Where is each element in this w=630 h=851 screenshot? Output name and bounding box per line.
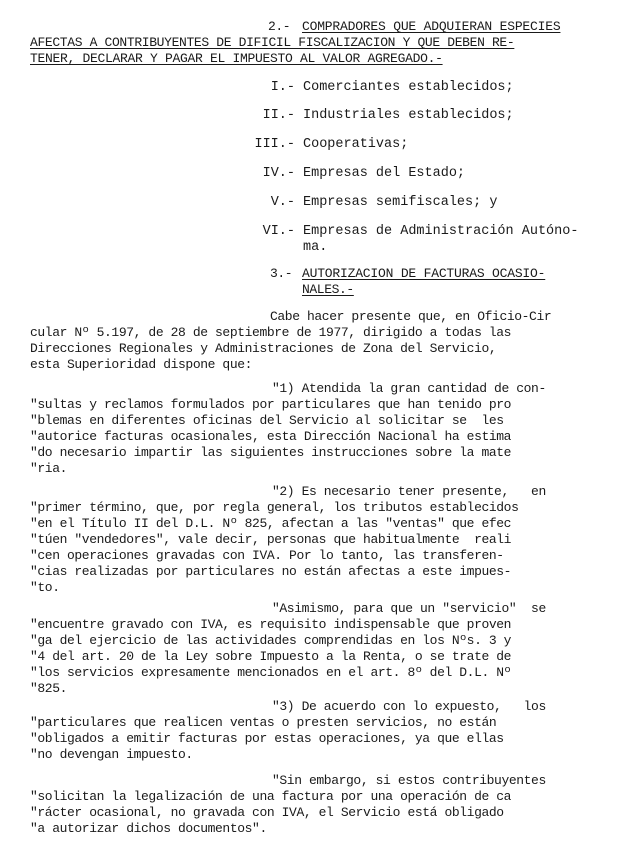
list-number: III.- bbox=[254, 137, 295, 152]
paragraph-1-line: "ria. bbox=[30, 461, 68, 476]
paragraph-2-line: "primer término, que, por regla general, los tributos establecidos bbox=[30, 500, 519, 515]
paragraph-1-line: "autorice facturas ocasionales, esta Dirección Nacional ha estima bbox=[30, 429, 512, 444]
section-3-number: 3.- bbox=[270, 266, 293, 281]
paragraph-5-line: "a autorizar dichos documentos". bbox=[30, 821, 267, 836]
paragraph-2-line: "cias realizadas por particulares no están afectas a este impues- bbox=[30, 564, 512, 579]
paragraph-1-line: "blemas en diferentes oficinas del Servicio al solicitar se les bbox=[30, 413, 504, 428]
intro-line: Direcciones Regionales y Administraciones de Zona del Servicio, bbox=[30, 341, 497, 356]
paragraph-5-line: "rácter ocasional, no gravada con IVA, el Servicio está obligado bbox=[30, 805, 504, 820]
paragraph-2-line: "en el Título II del D.L. Nº 825, afectan a las "ventas" que efec bbox=[30, 516, 512, 531]
section-2-number: 2.- bbox=[268, 19, 291, 34]
paragraph-2-line: "to. bbox=[30, 580, 60, 595]
list-item-text-continued: ma. bbox=[303, 240, 328, 255]
list-number: V.- bbox=[270, 195, 295, 210]
paragraph-4-line: "obligados a emitir facturas por estas operaciones, ya que ellas bbox=[30, 731, 504, 746]
paragraph-3-line: "4 del art. 20 de la Ley sobre Impuesto a la Renta, o se trate de bbox=[30, 649, 512, 664]
paragraph-2-line: "cen operaciones gravadas con IVA. Por lo tanto, las transferen- bbox=[30, 548, 504, 563]
section-3-title-line-2: NALES.- bbox=[302, 282, 354, 297]
list-number: IV.- bbox=[262, 166, 295, 181]
section-2-title-line-3: TENER, DECLARAR Y PAGAR EL IMPUESTO AL VALOR AGREGADO.- bbox=[30, 51, 443, 66]
list-item-text: Comerciantes establecidos; bbox=[303, 80, 514, 95]
intro-line: esta Superioridad dispone que: bbox=[30, 357, 253, 372]
paragraph-1-line: "sultas y reclamos formulados por particulares que han tenido pro bbox=[30, 397, 512, 412]
paragraph-4-line: "particulares que realicen ventas o presten servicios, no están bbox=[30, 715, 497, 730]
list-item-text: Cooperativas; bbox=[303, 137, 409, 152]
list-item-text: Empresas del Estado; bbox=[303, 166, 466, 181]
paragraph-4-line: "3) De acuerdo con lo expuesto, los bbox=[272, 699, 546, 714]
section-2-title-line-2: AFECTAS A CONTRIBUYENTES DE DIFICIL FISCALIZACION Y QUE DEBEN RE- bbox=[30, 35, 515, 50]
list-item-text: Empresas semifiscales; y bbox=[303, 195, 498, 210]
paragraph-5-line: "Sin embargo, si estos contribuyentes bbox=[272, 773, 546, 788]
paragraph-4-line: "no devengan impuesto. bbox=[30, 747, 193, 762]
paragraph-2-line: "túen "vendedores", vale decir, personas que habitualmente reali bbox=[30, 532, 512, 547]
section-3-title-line-1: AUTORIZACION DE FACTURAS OCASIO- bbox=[302, 266, 546, 281]
paragraph-1-line: "do necesario impartir las siguientes instrucciones sobre la mate bbox=[30, 445, 512, 460]
paragraph-3-line: "ga del ejercicio de las actividades comprendidas en los Nºs. 3 y bbox=[30, 633, 512, 648]
paragraph-5-line: "solicitan la legalización de una factura por una operación de ca bbox=[30, 789, 512, 804]
paragraph-3-line: "los servicios expresamente mencionados en el art. 8º del D.L. Nº bbox=[30, 665, 512, 680]
paragraph-3-line: "encuentre gravado con IVA, es requisito indispensable que proven bbox=[30, 617, 512, 632]
list-item-text: Empresas de Administración Autóno- bbox=[303, 224, 579, 239]
list-number: VI.- bbox=[262, 224, 295, 239]
list-number: I.- bbox=[270, 80, 295, 95]
paragraph-2-line: "2) Es necesario tener presente, en bbox=[272, 484, 546, 499]
intro-line: Cabe hacer presente que, en Oficio-Cir bbox=[270, 309, 552, 324]
paragraph-3-line: "Asimismo, para que un "servicio" se bbox=[272, 601, 546, 616]
section-2-title-line-1: COMPRADORES QUE ADQUIERAN ESPECIES bbox=[302, 19, 561, 34]
paragraph-1-line: "1) Atendida la gran cantidad de con- bbox=[272, 381, 546, 396]
intro-line: cular Nº 5.197, de 28 de septiembre de 1977, dirigido a todas las bbox=[30, 325, 512, 340]
list-number: II.- bbox=[262, 108, 295, 123]
list-item-text: Industriales establecidos; bbox=[303, 108, 514, 123]
paragraph-3-line: "825. bbox=[30, 681, 68, 696]
